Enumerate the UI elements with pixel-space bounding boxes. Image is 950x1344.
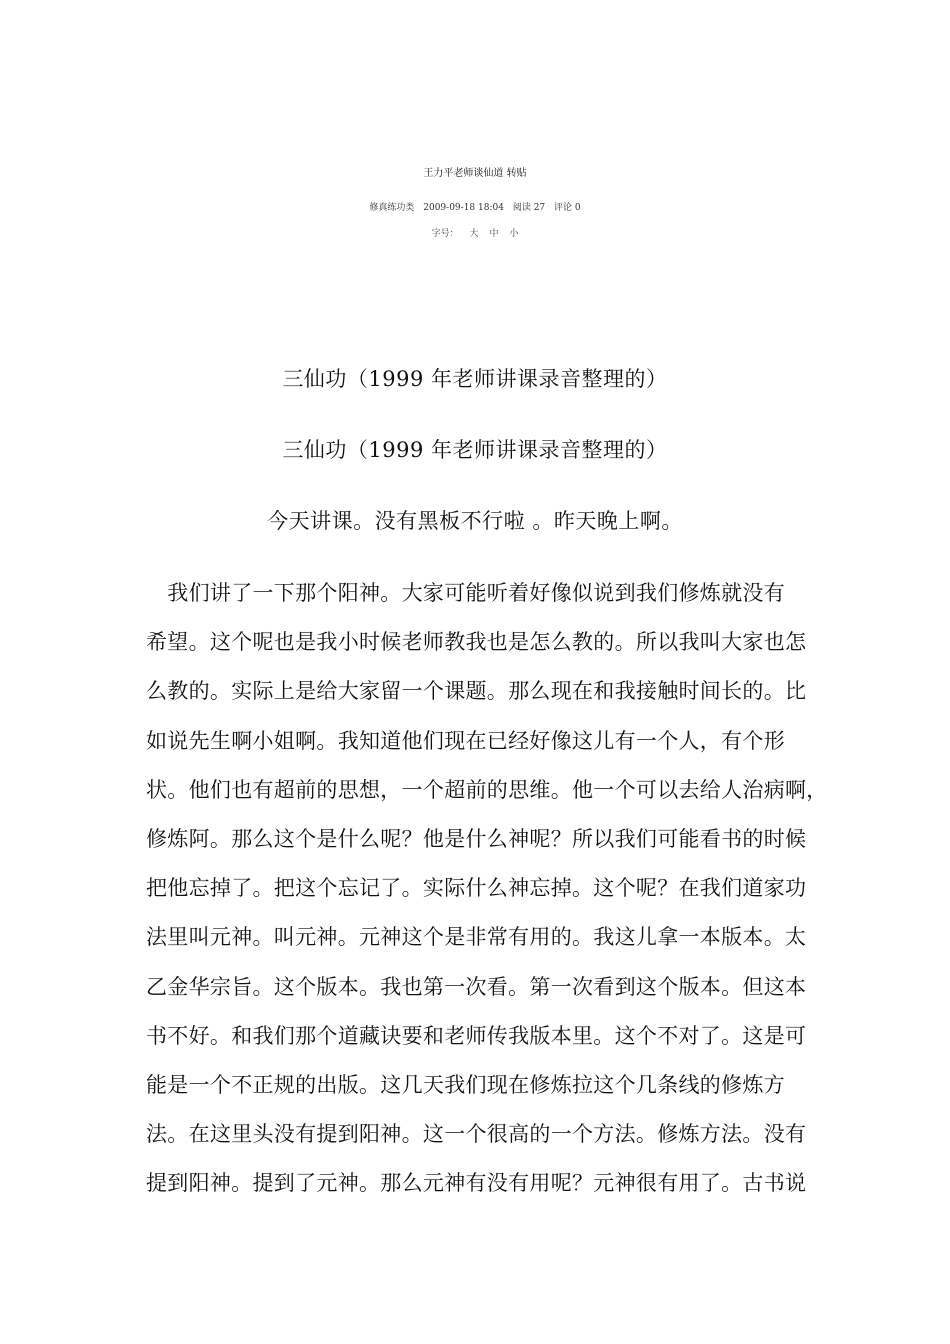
font-size-medium-option[interactable]: 中 — [489, 229, 499, 239]
body-line: 我们讲了一下那个阳神。大家可能听着好像似说到我们修炼就没有 — [146, 581, 785, 605]
post-datetime: 2009-09-18 18:04 — [423, 203, 504, 213]
body-line: 状。他们也有超前的思想，一个超前的思维。他一个可以去给人治病啊， — [146, 777, 828, 802]
post-read-count: 阅读 27 — [512, 203, 546, 213]
article-heading-1: 三仙功（1999 年老师讲课录音整理的） — [282, 367, 668, 391]
post-comment-count[interactable]: 评论 0 — [554, 203, 581, 213]
body-line: 如说先生啊小姐啊。我知道他们现在已经好像这儿有一个人，有个形 — [146, 728, 785, 753]
body-line: 把他忘掉了。把这个忘记了。实际什么神忘掉。这个呢？在我们道家功 — [146, 876, 807, 901]
body-line: 么教的。实际上是给大家留一个课题。那么现在和我接触时间长的。比 — [146, 679, 807, 704]
font-size-selector — [0, 227, 950, 241]
article-heading-2: 三仙功（1999 年老师讲课录音整理的） — [282, 438, 668, 462]
body-line: 法。在这里头没有提到阳神。这一个很高的一个方法。修炼方法。没有 — [146, 1122, 807, 1147]
post-title: 王力平老师谈仙道 转贴 — [423, 168, 527, 179]
body-line: 书不好。和我们那个道藏诀要和老师传我版本里。这个不对了。这是可 — [146, 1023, 807, 1048]
body-line: 乙金华宗旨。这个版本。我也第一次看。第一次看到这个版本。但这本 — [146, 974, 807, 999]
article-intro: 今天讲课。没有黑板不行啦 。昨天晚上啊。 — [267, 509, 683, 533]
post-meta — [0, 201, 950, 215]
font-size-label: 字号： — [431, 229, 459, 239]
body-line: 能是一个不正规的出版。这几天我们现在修炼拉这个几条线的修炼方 — [146, 1072, 785, 1097]
font-size-large-option[interactable]: 大 — [469, 229, 479, 239]
body-line: 修炼阿。那么这个是什么呢？他是什么神呢？所以我们可能看书的时候 — [146, 826, 807, 851]
post-category[interactable]: 修真练功类 — [369, 203, 415, 213]
body-line: 希望。这个呢也是我小时候老师教我也是怎么教的。所以我叫大家也怎 — [146, 630, 807, 655]
body-line: 提到阳神。提到了元神。那么元神有没有用呢？元神很有用了。古书说 — [146, 1171, 807, 1196]
body-line: 法里叫元神。叫元神。元神这个是非常有用的。我这儿拿一本版本。太 — [146, 925, 807, 950]
font-size-small-option[interactable]: 小 — [509, 229, 519, 239]
article-body — [146, 578, 828, 1217]
